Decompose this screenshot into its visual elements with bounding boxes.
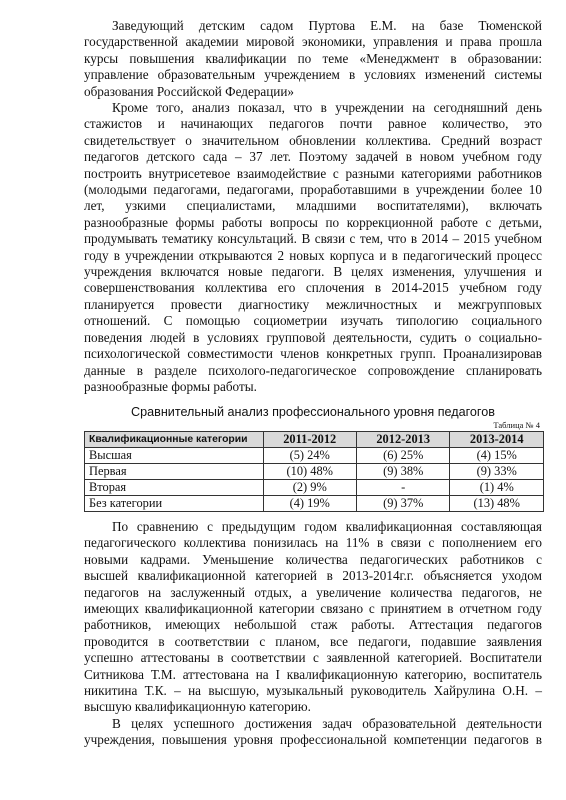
table-cell: (1) 4% — [450, 480, 544, 496]
table-row — [85, 448, 544, 464]
qualification-table — [84, 431, 544, 512]
text-line: психологической совместимости членов конкретных групп. Проанализировав — [84, 346, 542, 362]
text-line: педагогов детского сада – 37 лет. Поэтому задачей в новом учебном году — [84, 149, 542, 165]
table-cell: Первая — [85, 464, 264, 480]
table-cell: Вторая — [85, 480, 264, 496]
text-line: учреждения включатся новые педагоги. В целях изменения, улучшения и — [84, 264, 542, 280]
text-line: совершенствования коллектива его сплочения в 2014-2015 учебном году — [84, 280, 542, 296]
table-cell: (6) 25% — [356, 448, 450, 464]
text-line: учреждения, повышения уровня профессиональной компетенции педагогов в — [84, 732, 542, 748]
table-header-cell: 2013-2014 — [450, 432, 544, 448]
text-line: успешно аттестованы в соответствии с заявленной категорией. Воспитатели — [84, 650, 542, 666]
text-line: разнообразные формы работы вопросы по коррекционной работе с детьми, — [84, 214, 542, 230]
text-line: работников, имеющих небольшой стаж работы. Аттестация педагогов — [84, 617, 542, 633]
text-line: новыми кадрами. Уменьшение количества педагогических работников с — [84, 551, 542, 567]
text-line: образования Российской Федерации» — [84, 83, 295, 99]
table-cell: (10) 48% — [263, 464, 356, 480]
text-line: году в учреждении открываются 2 новых корпуса и в педагогический процесс — [84, 247, 542, 263]
text-line: Заведующий детским садом Пуртова Е.М. на базе Тюменской — [112, 18, 542, 33]
text-line: курсы повышения квалификации по теме «Менеджмент в образовании: — [84, 50, 542, 66]
table-cell: (2) 9% — [263, 480, 356, 496]
text-line: никитина Т.К. – на высшую, музыкальный руководитель Хайрулина О.Н. – — [84, 683, 542, 699]
text-line: планируется провести диагностику межличностных и межгрупповых — [84, 296, 542, 312]
table-cell: (4) 15% — [450, 448, 544, 464]
table-cell: (9) 37% — [356, 496, 450, 512]
table-cell: Высшая — [85, 448, 264, 464]
text-line: поведения людей в условиях групповой деятельности, судить о социально- — [84, 329, 542, 345]
table-header-row — [85, 432, 544, 448]
paragraph-goals — [84, 716, 542, 749]
paragraph-course-info — [84, 18, 542, 100]
text-line: лет, узкими специалистами, младшими воспитателями), включать — [84, 198, 542, 214]
text-line: данные в разделе психолого-педагогическое сопровождение спланировать — [84, 362, 542, 378]
text-line: высшую квалификационную категорию. — [84, 699, 311, 715]
table-cell: Без категории — [85, 496, 264, 512]
table-title: Сравнительный анализ профессионального уровня педагогов — [131, 405, 495, 419]
text-line: отношений. С помощью социометрии изучать типологию социального — [84, 313, 542, 329]
table-header-cell: 2012-2013 — [356, 432, 450, 448]
table-row — [85, 464, 544, 480]
table-cell: (9) 33% — [450, 464, 544, 480]
text-line: По сравнению с предыдущим годом квалификационная составляющая — [112, 519, 542, 534]
text-line: Кроме того, анализ показал, что в учреждении на сегодняшний день — [112, 100, 542, 115]
text-line: В целях успешного достижения задач образовательной деятельности — [112, 716, 542, 731]
paragraph-qualification-comparison — [84, 519, 542, 716]
table-row — [85, 480, 544, 496]
text-line: построить внутрисетевое взаимодействие с разными категориями работников — [84, 165, 542, 181]
table-header-cell: 2011-2012 — [263, 432, 356, 448]
table-header-cell: Квалификационные категории — [85, 432, 264, 448]
text-line: педагогического коллектива понизилась на 11% в связи с пополнением его — [84, 535, 542, 551]
text-line: продумывать тематику консультаций. В связи с тем, что в 2014 – 2015 учебном — [84, 231, 542, 247]
table-cell: - — [356, 480, 450, 496]
table-cell: (9) 38% — [356, 464, 450, 480]
text-line: Ситникова Т.М. аттестована на I квалификационную категорию, воспитатель — [84, 666, 542, 682]
text-line: высшей квалификационной категорией в 2013-2014г.г. объясняется уходом — [84, 568, 542, 584]
text-line: (молодыми педагогами, педагогами, проработавшими в учреждении более 10 — [84, 182, 542, 198]
paragraph-staff-analysis — [84, 100, 542, 395]
text-line: имеющих квалификационной категории связано с принятием в отчетном году — [84, 601, 542, 617]
text-line: проводится в соответствии с планом, все педагоги, подавшие заявления — [84, 633, 542, 649]
table-cell: (5) 24% — [263, 448, 356, 464]
table-number: Таблица № 4 — [493, 420, 540, 430]
table-row — [85, 496, 544, 512]
text-line: управление образовательным учреждением в условиях изменений системы — [84, 67, 542, 83]
text-line: разнообразные формы работы. — [84, 378, 257, 394]
table-cell: (4) 19% — [263, 496, 356, 512]
text-line: педагогов на заслуженный отдых, а увеличение количества педагогов, не — [84, 584, 542, 600]
text-line: стажистов и начинающих педагогов почти равное количество, это — [84, 116, 542, 132]
text-line: государственной академии мировой экономики, управления и права прошла — [84, 34, 542, 50]
table-cell: (13) 48% — [450, 496, 544, 512]
text-line: свидетельствует о значительном обновлении коллектива. Средний возраст — [84, 132, 542, 148]
